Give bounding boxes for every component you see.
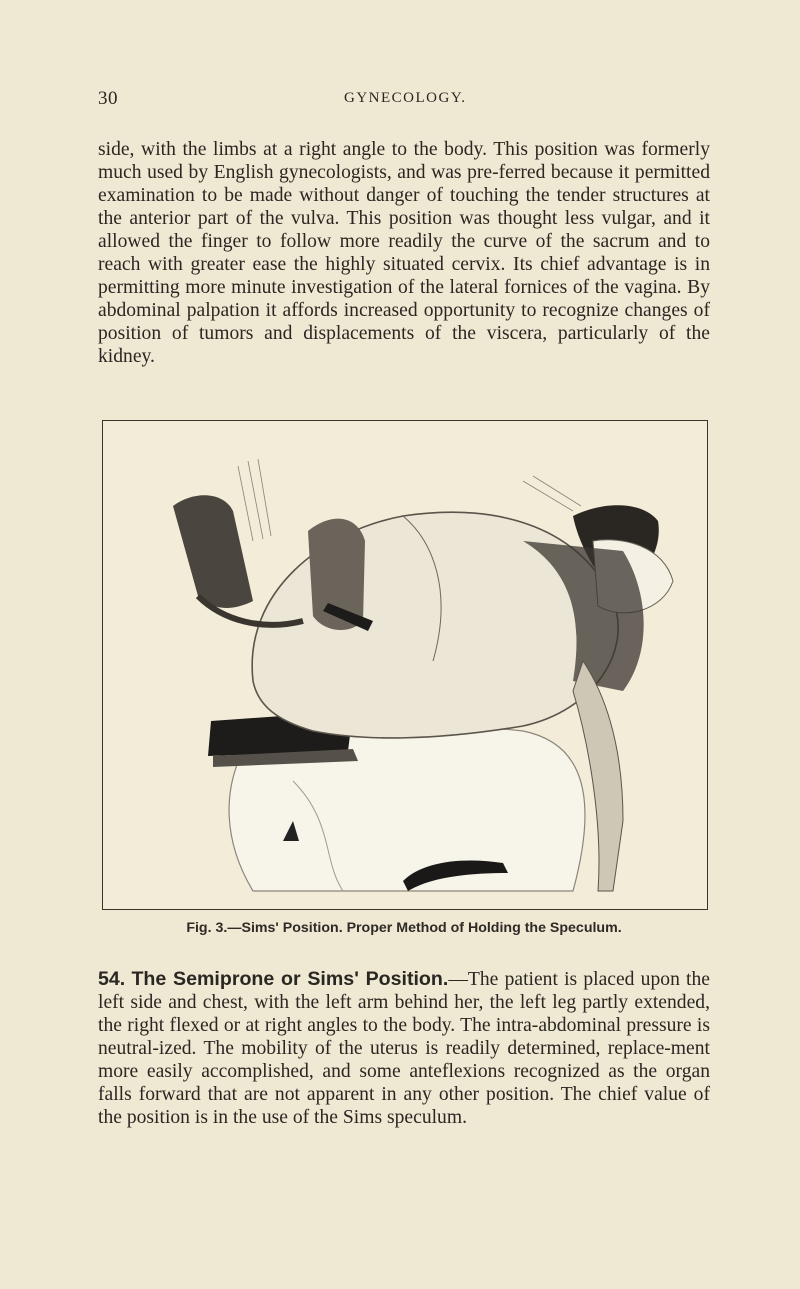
body-paragraph: side, with the limbs at a right angle to the body. This position was formerly much used by English gynecologists, and was pre-ferred because it permitted examination to be made without danger of touching the tender structures at the anterior part of the vulva. This position was thought less vulgar, and it allowed the finger to follow more readily the curve of the sacrum and to reach with greater ease the highly situated cervix. Its chief advantage is in permitting more minute investigation of the lateral fornices of the vagina. By abdominal palpation it affords increased opportunity to recognize changes of position of tumors and displacements of the viscera, particularly of the kidney. [98,139,710,367]
figure-caption: Fig. 3.—Sims' Position. Proper Method of Holding the Speculum. [186,920,622,936]
page-header [98,88,710,114]
figure-illustration [102,420,708,910]
section-body: —The patient is placed upon the left side and chest, with the left arm behind her, the left leg partly extended, the right flexed or at right angles to the body. The intra-abdominal pressure is neutral-ized. The mobility of the uterus is readily determined, replace-ment more easily accomplished, and some anteflexions recognized as the organ falls forward that are not apparent in any other position. The chief value of the position is in the use of the Sims speculum. [98,969,710,1128]
section-paragraph [98,968,710,1129]
running-head: GYNECOLOGY. [344,90,467,106]
section-title: The Semiprone or Sims' Position. [131,968,449,990]
page-number: 30 [98,88,118,109]
section-number: 54. [98,968,126,990]
sims-position-illustration [103,421,708,910]
